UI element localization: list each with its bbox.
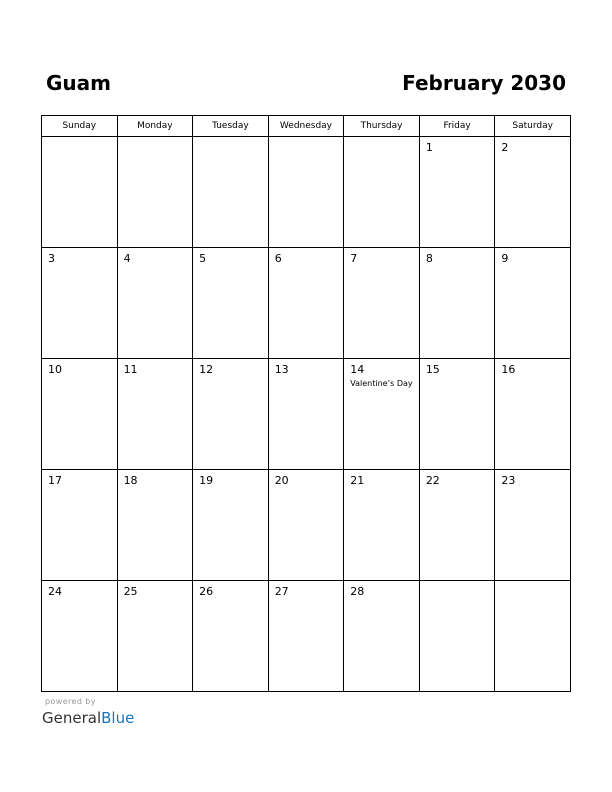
calendar-grid bbox=[41, 115, 571, 692]
day-cell bbox=[419, 137, 495, 248]
holiday-label bbox=[118, 376, 193, 378]
day-number: 20 bbox=[274, 474, 289, 487]
day-cell bbox=[117, 470, 193, 581]
holiday-label bbox=[495, 487, 570, 489]
country-title: Guam bbox=[46, 71, 111, 95]
holiday-label bbox=[193, 141, 268, 143]
day-number: 23 bbox=[501, 474, 516, 487]
day-cell bbox=[193, 470, 269, 581]
holiday-label bbox=[269, 141, 344, 143]
day-cell bbox=[117, 359, 193, 470]
weekday-header: Monday bbox=[117, 116, 193, 137]
holiday-label: Valentine’s Day bbox=[350, 379, 413, 388]
day-cell bbox=[495, 581, 571, 692]
month-year-title: February 2030 bbox=[402, 71, 566, 95]
day-number: 1 bbox=[425, 141, 433, 154]
day-cell bbox=[193, 248, 269, 359]
day-cell bbox=[344, 248, 420, 359]
weekday-header: Sunday bbox=[42, 116, 118, 137]
weekday-header: Thursday bbox=[344, 116, 420, 137]
powered-by-text: powered by bbox=[45, 697, 96, 706]
weekday-header: Tuesday bbox=[193, 116, 269, 137]
day-number: 18 bbox=[123, 474, 138, 487]
holiday-label bbox=[495, 265, 570, 267]
holiday-label bbox=[269, 598, 344, 600]
day-number: 17 bbox=[48, 474, 62, 487]
week-row bbox=[42, 137, 571, 248]
day-number: 25 bbox=[123, 585, 138, 598]
day-number: 21 bbox=[350, 474, 365, 487]
brand-blue-text: Blue bbox=[101, 709, 135, 727]
day-cell bbox=[419, 470, 495, 581]
day-number: 2 bbox=[501, 141, 509, 154]
day-cell bbox=[344, 137, 420, 248]
day-number: 3 bbox=[48, 252, 55, 265]
day-number: 15 bbox=[425, 363, 440, 376]
holiday-label bbox=[420, 376, 495, 378]
day-number: 27 bbox=[274, 585, 289, 598]
brand-general-text: General bbox=[42, 709, 102, 727]
holiday-label bbox=[118, 598, 193, 600]
holiday-label bbox=[42, 141, 117, 143]
day-number: 7 bbox=[350, 252, 358, 265]
day-cell bbox=[193, 581, 269, 692]
holiday-label bbox=[495, 376, 570, 378]
holiday-label bbox=[344, 265, 419, 267]
day-cell bbox=[419, 581, 495, 692]
day-cell bbox=[495, 137, 571, 248]
holiday-label bbox=[420, 585, 495, 587]
holiday-label bbox=[42, 265, 117, 267]
week-row bbox=[42, 248, 571, 359]
day-cell bbox=[42, 248, 118, 359]
holiday-label bbox=[420, 265, 495, 267]
day-number: 16 bbox=[501, 363, 516, 376]
day-number: 8 bbox=[425, 252, 433, 265]
day-cell bbox=[42, 470, 118, 581]
holiday-label bbox=[495, 585, 570, 587]
day-number: 24 bbox=[48, 585, 62, 598]
day-number: 6 bbox=[274, 252, 282, 265]
weekday-header: Saturday bbox=[495, 116, 571, 137]
day-cell bbox=[344, 470, 420, 581]
day-cell bbox=[268, 470, 344, 581]
day-cell bbox=[268, 248, 344, 359]
holiday-label bbox=[193, 265, 268, 267]
day-cell bbox=[419, 248, 495, 359]
holiday-label bbox=[193, 598, 268, 600]
day-cell bbox=[117, 137, 193, 248]
holiday-label bbox=[193, 487, 268, 489]
day-number: 22 bbox=[425, 474, 440, 487]
day-cell bbox=[344, 359, 420, 470]
day-number: 9 bbox=[501, 252, 509, 265]
day-cell bbox=[495, 248, 571, 359]
holiday-label bbox=[118, 265, 193, 267]
holiday-label bbox=[344, 598, 419, 600]
week-row bbox=[42, 359, 571, 470]
weekday-header: Friday bbox=[419, 116, 495, 137]
day-cell bbox=[193, 359, 269, 470]
day-cell bbox=[495, 470, 571, 581]
holiday-label bbox=[344, 141, 419, 143]
holiday-label bbox=[42, 376, 117, 378]
holiday-label bbox=[269, 487, 344, 489]
day-number: 13 bbox=[274, 363, 289, 376]
day-cell bbox=[117, 248, 193, 359]
day-number: 19 bbox=[199, 474, 214, 487]
holiday-label bbox=[420, 154, 495, 156]
holiday-label bbox=[269, 376, 344, 378]
day-number: 11 bbox=[123, 363, 138, 376]
holiday-label bbox=[118, 487, 193, 489]
day-cell bbox=[344, 581, 420, 692]
day-cell bbox=[42, 581, 118, 692]
day-number: 5 bbox=[199, 252, 207, 265]
weekday-header: Wednesday bbox=[268, 116, 344, 137]
day-cell bbox=[268, 137, 344, 248]
holiday-label bbox=[420, 487, 495, 489]
holiday-label bbox=[42, 487, 117, 489]
holiday-label bbox=[42, 598, 117, 600]
day-number: 26 bbox=[199, 585, 214, 598]
day-cell bbox=[117, 581, 193, 692]
day-cell bbox=[193, 137, 269, 248]
day-number: 10 bbox=[48, 363, 62, 376]
holiday-label bbox=[344, 487, 419, 489]
day-cell bbox=[42, 359, 118, 470]
weekday-header-row bbox=[42, 116, 571, 137]
day-number: 4 bbox=[123, 252, 131, 265]
day-number: 12 bbox=[199, 363, 214, 376]
day-number: 28 bbox=[350, 585, 365, 598]
day-cell bbox=[419, 359, 495, 470]
holiday-label bbox=[269, 265, 344, 267]
week-row bbox=[42, 470, 571, 581]
holiday-label bbox=[495, 154, 570, 156]
day-number: 14 bbox=[350, 363, 365, 376]
holiday-label bbox=[118, 141, 193, 143]
day-cell bbox=[268, 581, 344, 692]
week-row bbox=[42, 581, 571, 692]
day-cell bbox=[42, 137, 118, 248]
day-cell bbox=[268, 359, 344, 470]
holiday-label bbox=[193, 376, 268, 378]
generalblue-logo bbox=[42, 708, 134, 728]
day-cell bbox=[495, 359, 571, 470]
